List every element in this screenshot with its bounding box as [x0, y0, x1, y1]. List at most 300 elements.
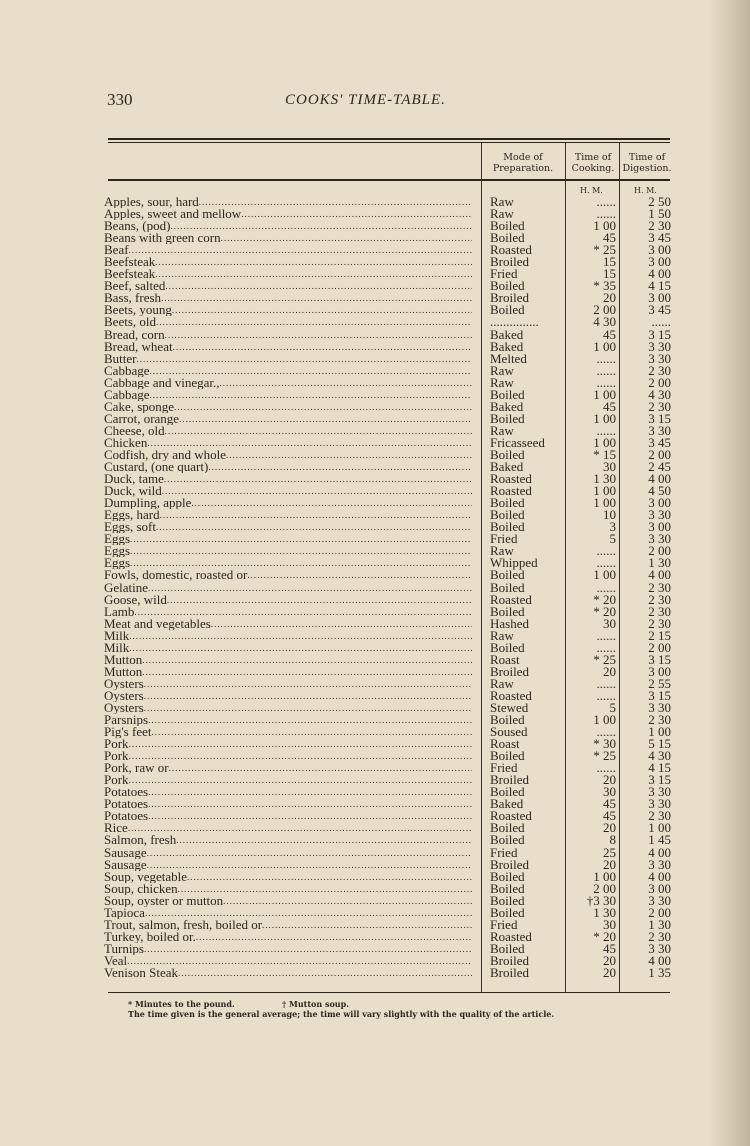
page-number: 330: [107, 90, 133, 109]
food-cell: [104, 365, 472, 377]
cooking-time-cell: 4 30: [593, 314, 616, 330]
food-cell: [104, 389, 472, 401]
food-name: Bass, fresh: [104, 292, 162, 305]
cooking-time-cell: ......: [596, 579, 616, 595]
table-row: [104, 232, 674, 244]
table-row: [104, 350, 674, 366]
food-cell: [104, 509, 472, 521]
food-name: Beans, (pod): [104, 220, 171, 233]
food-name: Cabbage: [104, 388, 150, 401]
mode-cell: Boiled: [490, 446, 525, 462]
cooking-time-cell: 20: [603, 952, 616, 968]
cooking-time-cell: 45: [603, 940, 616, 956]
cooking-time-cell: * 25: [593, 651, 616, 667]
mode-cell: Raw: [490, 422, 514, 438]
food-cell: [104, 642, 472, 654]
digestion-time-cell: 4 15: [648, 278, 671, 294]
cooking-time-cell: 1 00: [593, 218, 616, 234]
food-cell: [104, 678, 472, 690]
mode-cell: Raw: [490, 206, 514, 222]
food-cell: [104, 341, 472, 353]
digestion-time-cell: 4 00: [648, 471, 671, 487]
mode-cell: Boiled: [490, 230, 525, 246]
mode-cell: Boiled: [490, 495, 525, 511]
table-row: [104, 639, 674, 655]
mode-cell: Fried: [490, 531, 518, 547]
leader-dots: [187, 871, 472, 883]
leader-dots: [221, 232, 472, 244]
food-name: Beans with green corn: [104, 232, 221, 245]
mode-cell: Raw: [490, 194, 514, 209]
mode-cell: Raw: [490, 627, 514, 643]
digestion-time-cell: 3 30: [648, 338, 671, 354]
food-name: Venison Steak: [104, 967, 179, 980]
food-name: Chicken: [104, 436, 148, 449]
food-name: Pig's feet: [104, 726, 152, 739]
table-row: [104, 916, 674, 932]
cooking-time-cell: 20: [603, 820, 616, 836]
food-name: Apples, sweet and mellow: [104, 208, 242, 221]
leader-dots: [130, 557, 472, 569]
cooking-time-cell: 1 00: [593, 868, 616, 884]
cooking-time-cell: ......: [596, 760, 616, 776]
digestion-time-cell: 2 50: [648, 194, 671, 209]
food-cell: [104, 690, 472, 702]
leader-dots: [178, 967, 472, 979]
mode-cell: Boiled: [490, 302, 525, 318]
leader-dots: [130, 545, 472, 557]
digestion-time-cell: 3 15: [648, 651, 671, 667]
table-row: [104, 687, 674, 703]
food-name: Mutton: [104, 665, 143, 678]
footnote-dagger: † Mutton soup.: [282, 999, 350, 1009]
food-cell: [104, 955, 472, 967]
food-cell: [104, 329, 472, 341]
page-edge-shading: [710, 0, 750, 1146]
cooking-time-cell: 20: [603, 965, 616, 980]
food-cell: [104, 967, 472, 979]
digestion-time-cell: 3 30: [648, 350, 671, 366]
table-row: [104, 398, 674, 414]
mode-cell: Boiled: [490, 410, 525, 426]
food-cell: [104, 666, 472, 678]
mode-cell: Roasted: [490, 483, 532, 499]
table-row: [104, 774, 674, 786]
food-cell: [104, 256, 472, 268]
cooking-time-cell: 1 00: [593, 483, 616, 499]
food-name: Pork: [104, 774, 129, 787]
leader-dots: [142, 654, 472, 666]
top-rule-thin: [108, 142, 670, 143]
digestion-time-cell: 3 30: [648, 531, 671, 547]
cooking-time-cell: 45: [603, 398, 616, 414]
time-table: [104, 196, 674, 979]
cooking-time-cell: 1 00: [593, 386, 616, 402]
digestion-time-cell: 3 30: [648, 892, 671, 908]
cooking-time-cell: ......: [596, 374, 616, 390]
food-name: Carrot, orange: [104, 412, 180, 425]
cooking-time-cell: 15: [603, 266, 616, 282]
food-name: Meat and vegetables: [104, 617, 211, 630]
leader-dots: [142, 666, 472, 678]
table-row: [104, 750, 674, 762]
mode-cell: Soused: [490, 724, 528, 740]
digestion-time-cell: 2 15: [648, 627, 671, 643]
table-row: [104, 473, 674, 485]
table-row: [104, 726, 674, 738]
table-row: [104, 316, 674, 328]
digestion-time-cell: 4 15: [648, 760, 671, 776]
leader-dots: [156, 521, 472, 533]
food-name: Pork: [104, 750, 129, 763]
leader-dots: [127, 955, 472, 967]
cooking-time-cell: * 20: [593, 928, 616, 944]
mode-cell: Boiled: [490, 832, 525, 848]
cooking-time-cell: 8: [609, 832, 616, 848]
digestion-time-cell: 3 30: [648, 422, 671, 438]
mode-cell: Roasted: [490, 928, 532, 944]
mode-cell: Roasted: [490, 242, 532, 258]
mode-cell: Raw: [490, 362, 514, 378]
food-cell: [104, 377, 472, 389]
cooking-time-cell: 1 30: [593, 904, 616, 920]
table-row: [104, 533, 674, 545]
cooking-time-cell: ......: [596, 555, 616, 571]
food-name: Oysters: [104, 677, 144, 690]
digestion-time-cell: 3 45: [648, 302, 671, 318]
cooking-time-cell: ......: [596, 675, 616, 691]
leader-dots: [128, 822, 472, 834]
digestion-time-cell: 2 30: [648, 712, 671, 728]
food-cell: [104, 859, 472, 871]
cooking-time-cell: ......: [596, 724, 616, 740]
cooking-time-cell: 30: [603, 784, 616, 800]
table-row: [104, 738, 674, 750]
table-row: [104, 651, 674, 667]
table-row: [104, 967, 674, 979]
mode-cell: Boiled: [490, 784, 525, 800]
digestion-time-cell: 2 30: [648, 398, 671, 414]
food-name: Beefsteak: [104, 256, 156, 269]
table-row: [104, 569, 674, 581]
mode-cell: Broiled: [490, 254, 529, 270]
food-name: Bread, corn: [104, 328, 165, 341]
digestion-time-cell: 4 00: [648, 868, 671, 884]
food-name: Veal: [104, 954, 128, 967]
cooking-time-cell: ......: [596, 422, 616, 438]
food-cell: [104, 461, 472, 473]
food-name: Fowls, domestic, roasted or: [104, 569, 248, 582]
cooking-time-cell: 45: [603, 808, 616, 824]
mode-cell: Baked: [490, 459, 524, 475]
leader-dots: [147, 859, 472, 871]
leader-dots: [148, 714, 472, 726]
leader-dots: [129, 738, 472, 750]
food-name: Duck, tame: [104, 473, 164, 486]
leader-dots: [165, 329, 472, 341]
leader-dots: [208, 461, 472, 473]
cooking-time-cell: 2 00: [593, 302, 616, 318]
table-row: [104, 699, 674, 715]
table-row: [104, 280, 674, 292]
food-name: Eggs, soft: [104, 521, 156, 534]
food-name: Apples, sour, hard: [104, 196, 199, 209]
food-name: Tapioca: [104, 906, 145, 919]
food-cell: [104, 569, 472, 581]
table-row: [104, 220, 674, 232]
mode-cell: Boiled: [490, 868, 525, 884]
table-row: [104, 856, 674, 872]
cooking-time-cell: †3 30: [586, 892, 616, 908]
food-cell: [104, 847, 472, 859]
food-name: Mutton: [104, 653, 143, 666]
leader-dots: [147, 847, 472, 859]
cooking-time-cell: 5: [609, 531, 616, 547]
table-row: [104, 928, 674, 944]
leader-dots: [149, 365, 472, 377]
table-row: [104, 362, 674, 378]
mode-cell: Fried: [490, 266, 518, 282]
food-cell: [104, 413, 472, 425]
food-cell: [104, 582, 472, 594]
food-name: Sausage: [104, 846, 147, 859]
mode-cell: Roast: [490, 651, 520, 667]
table-row: [104, 844, 674, 860]
table-row: [104, 497, 674, 509]
food-cell: [104, 630, 472, 642]
food-cell: [104, 232, 472, 244]
mode-cell: Roasted: [490, 591, 532, 607]
food-name: Beefsteak: [104, 268, 156, 281]
table-row: [104, 557, 674, 569]
mode-cell: Boiled: [490, 712, 525, 728]
table-row: [104, 509, 674, 521]
food-name: Oysters: [104, 689, 144, 702]
cooking-time-cell: 20: [603, 663, 616, 679]
food-cell: [104, 834, 472, 846]
food-cell: [104, 714, 472, 726]
leader-dots: [161, 292, 472, 304]
table-row: [104, 603, 674, 619]
mode-cell: Boiled: [490, 603, 525, 619]
digestion-time-cell: 4 00: [648, 952, 671, 968]
mode-cell: Fried: [490, 760, 518, 776]
cooking-time-cell: 1 00: [593, 410, 616, 426]
digestion-time-cell: 3 45: [648, 230, 671, 246]
mode-cell: Boiled: [490, 748, 525, 764]
mode-cell: Hashed: [490, 615, 529, 631]
cooking-time-cell: * 15: [593, 446, 616, 462]
leader-dots: [178, 883, 472, 895]
mode-cell: Roasted: [490, 687, 532, 703]
food-name: Duck, wild: [104, 485, 162, 498]
cooking-time-cell: 15: [603, 254, 616, 270]
mode-cell: Boiled: [490, 507, 525, 523]
food-cell: [104, 810, 472, 822]
leader-dots: [148, 786, 472, 798]
leader-dots: [149, 389, 472, 401]
digestion-units: H. M.: [634, 186, 657, 195]
cooking-time-cell: * 20: [593, 591, 616, 607]
food-cell: [104, 244, 472, 256]
table-row: [104, 627, 674, 643]
table-row: [104, 292, 674, 304]
leader-dots: [144, 702, 472, 714]
food-name: Oysters: [104, 701, 144, 715]
mode-cell: Boiled: [490, 218, 525, 234]
food-cell: [104, 762, 472, 774]
top-rule-thick: [108, 138, 670, 140]
leader-dots: [155, 268, 472, 280]
food-name: Gelatine: [104, 581, 149, 594]
leader-dots: [147, 437, 472, 449]
leader-dots: [129, 750, 472, 762]
mode-cell: Raw: [490, 374, 514, 390]
digestion-time-cell: 2 30: [648, 808, 671, 824]
digestion-time-cell: 3 00: [648, 519, 671, 535]
cooking-units: H. M.: [580, 186, 603, 195]
leader-dots: [129, 630, 472, 642]
food-name: Sausage: [104, 858, 147, 871]
cooking-time-cell: ......: [596, 687, 616, 703]
food-cell: [104, 943, 472, 955]
cooking-time-cell: 1 00: [593, 495, 616, 511]
table-row: [104, 521, 674, 533]
mode-cell: Boiled: [490, 567, 525, 583]
digestion-time-cell: 2 30: [648, 579, 671, 595]
cooking-time-cell: 1 00: [593, 434, 616, 450]
food-cell: [104, 521, 472, 533]
leader-dots: [137, 353, 473, 365]
food-name: Codfish, dry and whole: [104, 448, 227, 462]
food-name: Cheese, old: [104, 424, 165, 437]
mode-cell: Boiled: [490, 639, 525, 655]
food-name: Potatoes: [104, 810, 149, 823]
leader-dots: [160, 509, 472, 521]
mode-cell: Stewed: [490, 699, 529, 715]
table-row: [104, 268, 674, 280]
table-row: [104, 762, 674, 774]
table-row: [104, 461, 674, 473]
food-cell: [104, 919, 472, 931]
table-row: [104, 374, 674, 390]
mode-cell: Fricasseed: [490, 434, 545, 450]
food-cell: [104, 425, 472, 437]
table-row: [104, 663, 674, 679]
food-cell: [104, 750, 472, 762]
food-cell: [104, 654, 472, 666]
food-name: Pork, raw or: [104, 762, 169, 775]
food-cell: [104, 702, 472, 714]
digestion-time-cell: 2 00: [648, 374, 671, 390]
food-name: Trout, salmon, fresh, boiled or: [104, 918, 263, 931]
cooking-time-cell: ......: [596, 194, 616, 209]
table-row: [104, 208, 674, 220]
cooking-time-cell: ......: [596, 362, 616, 378]
leader-dots: [167, 594, 472, 606]
food-name: Cake, sponge: [104, 400, 175, 413]
digestion-time-cell: 4 50: [648, 483, 671, 499]
digestion-time-cell: 2 30: [648, 218, 671, 234]
table-row: [104, 579, 674, 595]
mode-cell: Boiled: [490, 880, 525, 896]
food-name: Dumpling, apple: [104, 497, 192, 510]
food-cell: [104, 449, 472, 461]
table-row: [104, 338, 674, 354]
leader-dots: [148, 582, 472, 594]
digestion-time-cell: 3 00: [648, 495, 671, 511]
food-name: Rice: [104, 822, 128, 835]
leader-dots: [144, 943, 472, 955]
digestion-time-cell: 1 35: [648, 965, 671, 980]
leader-dots: [226, 449, 472, 461]
mode-cell: Boiled: [490, 940, 525, 956]
leader-dots: [170, 220, 472, 232]
digestion-time-cell: 2 30: [648, 615, 671, 631]
food-name: Soup, chicken: [104, 882, 178, 895]
leader-dots: [129, 774, 472, 786]
leader-dots: [199, 196, 472, 208]
food-name: Butter: [104, 352, 137, 365]
food-cell: [104, 822, 472, 834]
food-cell: [104, 907, 472, 919]
food-cell: [104, 545, 472, 557]
table-row: [104, 798, 674, 810]
digestion-time-cell: 2 00: [648, 543, 671, 559]
cooking-time-cell: 20: [603, 772, 616, 788]
cooking-time-cell: 5: [609, 699, 616, 715]
leader-dots: [151, 726, 472, 738]
digestion-time-cell: 1 45: [648, 832, 671, 848]
cooking-time-cell: 10: [603, 507, 616, 523]
header-rule: [108, 179, 670, 181]
cooking-time-cell: 45: [603, 230, 616, 246]
food-cell: [104, 208, 472, 220]
cooking-time-cell: 1 00: [593, 567, 616, 583]
table-row: [104, 675, 674, 691]
digestion-time-cell: 3 30: [648, 940, 671, 956]
mode-cell: Whipped: [490, 555, 538, 571]
digestion-time-cell: 2 00: [648, 446, 671, 462]
food-cell: [104, 280, 472, 292]
leader-dots: [191, 497, 472, 509]
cooking-time-cell: * 25: [593, 242, 616, 258]
leader-dots: [156, 316, 472, 328]
mode-cell: Boiled: [490, 278, 525, 294]
food-name: Eggs: [104, 545, 130, 558]
table-row: [104, 446, 674, 462]
leader-dots: [241, 208, 472, 220]
food-cell: [104, 618, 472, 630]
leader-dots: [174, 401, 472, 413]
leader-dots: [247, 569, 472, 581]
digestion-time-cell: 3 00: [648, 880, 671, 896]
digestion-time-cell: 1 30: [648, 555, 671, 571]
leader-dots: [223, 895, 472, 907]
food-name: Cabbage and vinegar.,: [104, 376, 220, 389]
digestion-time-cell: 2 00: [648, 904, 671, 920]
table-row: [104, 485, 674, 497]
food-name: Potatoes: [104, 786, 149, 799]
table-row: [104, 591, 674, 607]
cooking-time-cell: 3: [609, 519, 616, 535]
table-row: [104, 545, 674, 557]
mode-cell: Broiled: [490, 663, 529, 679]
digestion-time-cell: 3 00: [648, 242, 671, 258]
mode-cell: Fried: [490, 844, 518, 860]
table-row: [104, 834, 674, 846]
table-row: [104, 892, 674, 908]
